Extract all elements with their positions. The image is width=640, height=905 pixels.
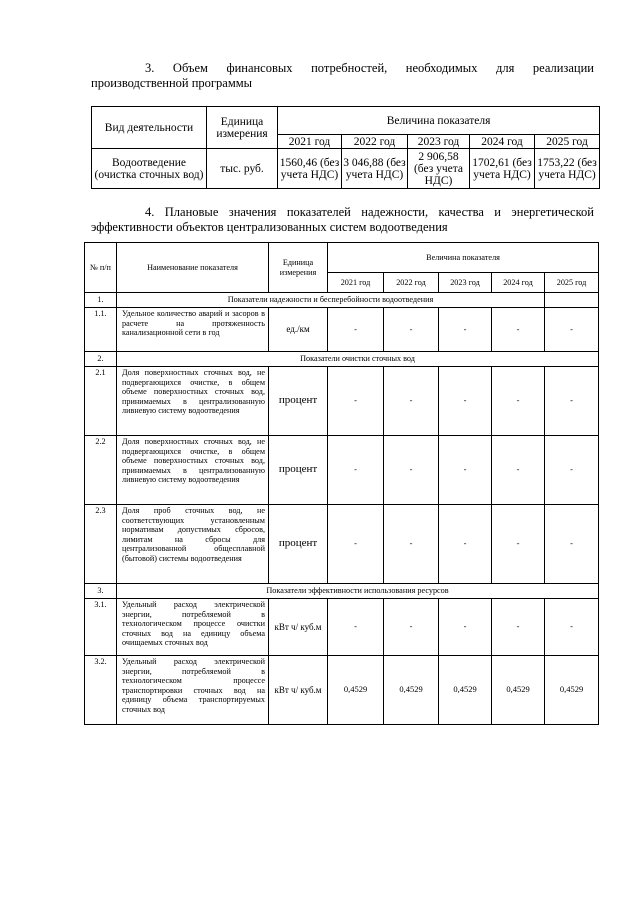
- year-header: 2025 год: [545, 273, 599, 293]
- col-header-value: Величина показателя: [278, 107, 600, 135]
- indicator-value: -: [492, 599, 545, 656]
- col-header-activity: Вид деятельности: [92, 107, 207, 149]
- indicator-value: -: [545, 308, 599, 352]
- indicator-name-text: Доля поверхностных сточных вод, не подвергающихся очистке, в общем объеме поверхностных сточных вод, принимаемых в централизованную ливневую систему водоотведения: [122, 368, 265, 416]
- col-header-value: Величина показателя: [328, 243, 599, 273]
- indicator-value: -: [545, 436, 599, 505]
- value-cell: 1702,61 (без учета НДС): [470, 149, 535, 189]
- col-header-name: Наименование показателя: [117, 243, 269, 293]
- year-header: 2021 год: [328, 273, 384, 293]
- col-header-num: [85, 243, 117, 293]
- section-4-heading: [91, 205, 594, 235]
- section-num: 1.: [85, 293, 117, 308]
- indicator-value: -: [439, 367, 492, 436]
- indicator-value: -: [439, 505, 492, 584]
- year-header: 2022 год: [342, 135, 408, 149]
- indicator-name-text: Удельное количество аварий и засоров в расчете на протяженность канализационной сети в год: [122, 309, 265, 338]
- indicator-name-text: Доля проб сточных вод, не соответствующих установленным нормативам допустимых сбросов, лимитам на сбросы для централизованной общесплавной (бытовой) системы водоотведения: [122, 506, 265, 563]
- col-header-unit: Единица измерения: [269, 243, 328, 293]
- indicator-value: -: [439, 308, 492, 352]
- section-num: 3.: [85, 584, 117, 599]
- indicator-value: -: [545, 367, 599, 436]
- indicator-value: -: [439, 436, 492, 505]
- indicator-value: -: [492, 367, 545, 436]
- indicators-table: [84, 242, 599, 725]
- row-num: 1.1.: [85, 308, 117, 352]
- year-header: 2024 год: [470, 135, 535, 149]
- indicator-unit: процент: [269, 367, 328, 436]
- indicator-value: 0,4529: [545, 656, 599, 725]
- indicator-unit: кВт ч/ куб.м: [269, 656, 328, 725]
- col-header-num-text: № п/п: [90, 262, 111, 272]
- row-num: 3.1.: [85, 599, 117, 656]
- section-title: Показатели надежности и бесперебойности водоотведения: [117, 293, 545, 308]
- indicator-name-text: Доля поверхностных сточных вод, не подвергающихся очистке, в общем объеме поверхностных сточных вод, принимаемых в централизованную ливневую систему водоотведения: [122, 437, 265, 485]
- indicator-value: -: [328, 505, 384, 584]
- section-4-title-line2: эффективности объектов централизованных систем водоотведения: [91, 220, 448, 234]
- activity-cell: Водоотведение (очистка сточных вод): [92, 149, 207, 189]
- value-cell: 2 906,58 (без учета НДС): [408, 149, 470, 189]
- indicator-unit: ед./км: [269, 308, 328, 352]
- indicator-unit: кВт ч/ куб.м: [269, 599, 328, 656]
- row-num: 2.1: [85, 367, 117, 436]
- indicator-name-text: Удельный расход электрической энергии, потребляемой в технологическом процессе очистки сточных вод на единицу объема очищаемых сточных вод: [122, 600, 265, 648]
- indicator-value: -: [384, 436, 439, 505]
- col-header-unit: Единица измерения: [207, 107, 278, 149]
- indicator-value: 0,4529: [384, 656, 439, 725]
- indicator-value: -: [328, 367, 384, 436]
- indicator-value: -: [384, 505, 439, 584]
- section-empty-cell: [545, 293, 599, 308]
- row-num: 2.3: [85, 505, 117, 584]
- indicator-value: -: [328, 599, 384, 656]
- year-header: 2022 год: [384, 273, 439, 293]
- indicator-name: [117, 436, 269, 505]
- indicator-value: 0,4529: [492, 656, 545, 725]
- indicator-unit: процент: [269, 505, 328, 584]
- section-title: Показатели очистки сточных вод: [117, 352, 599, 367]
- value-cell: 1753,22 (без учета НДС): [535, 149, 600, 189]
- indicator-name: [117, 308, 269, 352]
- row-num: 2.2: [85, 436, 117, 505]
- indicator-value: -: [384, 367, 439, 436]
- year-header: 2025 год: [535, 135, 600, 149]
- indicator-name: [117, 367, 269, 436]
- unit-cell: тыс. руб.: [207, 149, 278, 189]
- indicator-name: [117, 599, 269, 656]
- year-header: 2024 год: [492, 273, 545, 293]
- indicator-value: -: [439, 599, 492, 656]
- section-3-heading: [91, 61, 594, 91]
- year-header: 2023 год: [408, 135, 470, 149]
- year-header: 2021 год: [278, 135, 342, 149]
- indicator-value: -: [545, 599, 599, 656]
- indicator-value: -: [492, 308, 545, 352]
- value-cell: 3 046,88 (без учета НДС): [342, 149, 408, 189]
- row-num: 3.2.: [85, 656, 117, 725]
- indicator-value: 0,4529: [328, 656, 384, 725]
- financial-needs-table: [91, 106, 600, 189]
- indicator-value: -: [492, 505, 545, 584]
- indicator-value: -: [545, 505, 599, 584]
- indicator-name: [117, 656, 269, 725]
- indicator-value: -: [384, 308, 439, 352]
- section-3-title-line2: производственной программы: [91, 76, 253, 90]
- indicator-unit: процент: [269, 436, 328, 505]
- value-cell: 1560,46 (без учета НДС): [278, 149, 342, 189]
- section-num: 2.: [85, 352, 117, 367]
- indicator-name-text: Удельный расход электрической энергии, потребляемой в технологическом процессе транспортировки сточных вод на единицу объема транспортируемых сточных вод: [122, 657, 265, 714]
- section-3-title-line1: 3. Объем финансовых потребностей, необходимых для реализации: [145, 61, 594, 75]
- indicator-value: -: [328, 308, 384, 352]
- section-title: Показатели эффективности использования ресурсов: [117, 584, 599, 599]
- indicator-value: -: [328, 436, 384, 505]
- indicator-name: [117, 505, 269, 584]
- indicator-value: -: [492, 436, 545, 505]
- indicator-value: 0,4529: [439, 656, 492, 725]
- indicator-value: -: [384, 599, 439, 656]
- year-header: 2023 год: [439, 273, 492, 293]
- section-4-title-line1: 4. Плановые значения показателей надежности, качества и энергетической: [145, 205, 594, 219]
